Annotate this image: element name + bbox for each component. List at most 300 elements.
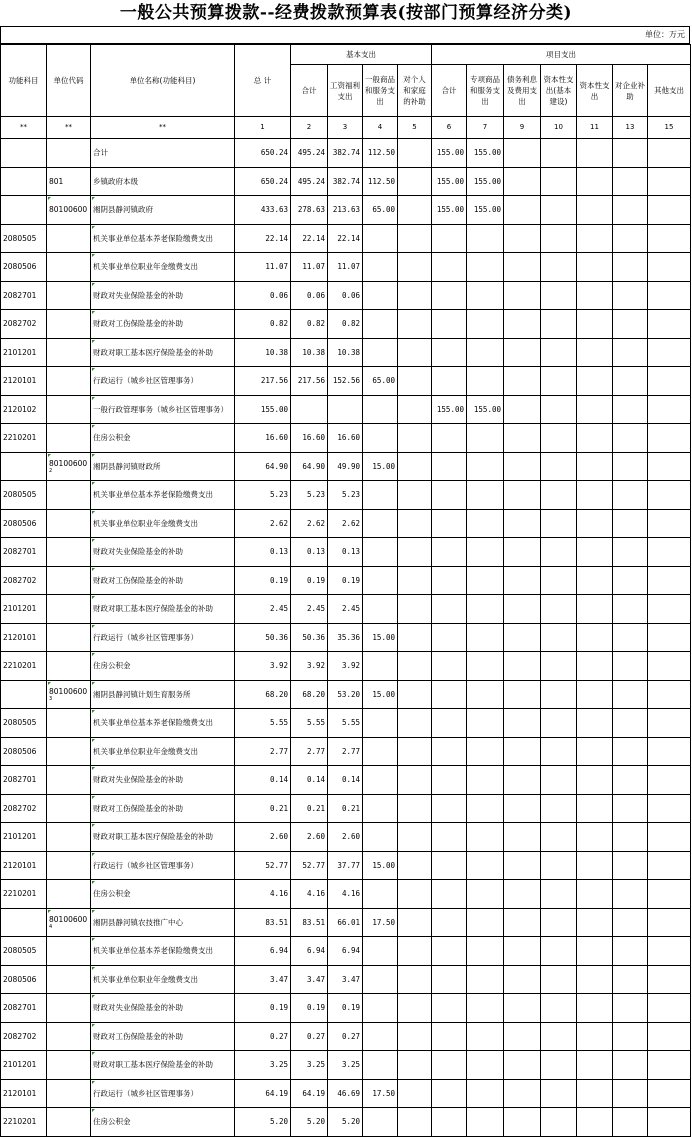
- amount-cell: 22.14: [291, 224, 328, 253]
- unit-name-cell: 机关事业单位基本养老保险缴费支出: [91, 937, 235, 966]
- amount-cell: 10.38: [291, 338, 328, 367]
- column-index-cell: 6: [432, 117, 467, 139]
- amount-cell: [398, 1022, 432, 1051]
- amount-cell: [648, 994, 691, 1023]
- amount-cell: 278.63: [291, 196, 328, 225]
- amount-cell: [541, 994, 577, 1023]
- amount-cell: [363, 395, 398, 424]
- amount-cell: [541, 167, 577, 196]
- amount-cell: [613, 937, 648, 966]
- amount-cell: 10.38: [235, 338, 291, 367]
- amount-cell: 3.47: [291, 965, 328, 994]
- amount-cell: [398, 367, 432, 396]
- amount-cell: 5.55: [291, 709, 328, 738]
- unit-code-cell: [47, 253, 91, 282]
- amount-cell: [541, 1051, 577, 1080]
- unit-name-cell: 住房公积金: [91, 652, 235, 681]
- amount-cell: [577, 538, 613, 567]
- amount-cell: [432, 253, 467, 282]
- amount-cell: 16.60: [235, 424, 291, 453]
- amount-cell: 16.60: [328, 424, 363, 453]
- amount-cell: [504, 1079, 541, 1108]
- unit-code-cell: [47, 623, 91, 652]
- amount-cell: 155.00: [432, 167, 467, 196]
- table-row: [1, 167, 691, 196]
- amount-cell: 4.16: [235, 880, 291, 909]
- amount-cell: 217.56: [291, 367, 328, 396]
- amount-cell: [613, 880, 648, 909]
- amount-cell: 64.90: [291, 452, 328, 481]
- amount-cell: [648, 680, 691, 709]
- unit-name-cell: 机关事业单位职业年金缴费支出: [91, 253, 235, 282]
- amount-cell: [648, 167, 691, 196]
- amount-cell: [467, 538, 504, 567]
- unit-code-cell: [47, 281, 91, 310]
- amount-cell: 22.14: [235, 224, 291, 253]
- amount-cell: [613, 908, 648, 937]
- amount-cell: 155.00: [467, 196, 504, 225]
- amount-cell: 2.60: [328, 823, 363, 852]
- header-unit-name: 单位名称(功能科目): [91, 45, 235, 117]
- amount-cell: [613, 737, 648, 766]
- amount-cell: 155.00: [467, 167, 504, 196]
- unit-code-cell: [47, 937, 91, 966]
- unit-name-cell: 财政对失业保险基金的补助: [91, 538, 235, 567]
- amount-cell: [432, 1079, 467, 1108]
- amount-cell: [577, 139, 613, 168]
- column-index-cell: 4: [363, 117, 398, 139]
- function-code-cell: 2101201: [1, 595, 47, 624]
- amount-cell: 65.00: [363, 196, 398, 225]
- amount-cell: 17.50: [363, 908, 398, 937]
- amount-cell: [504, 851, 541, 880]
- unit-code-cell: [47, 994, 91, 1023]
- table-row: [1, 994, 691, 1023]
- amount-cell: [577, 566, 613, 595]
- unit-name-cell: 一般行政管理事务（城乡社区管理事务）: [91, 395, 235, 424]
- page-title: 一般公共预算拨款--经费拨款预算表(按部门预算经济分类): [119, 3, 573, 23]
- amount-cell: [467, 1022, 504, 1051]
- amount-cell: [363, 253, 398, 282]
- amount-cell: [398, 395, 432, 424]
- amount-cell: [467, 1051, 504, 1080]
- amount-cell: [613, 766, 648, 795]
- amount-cell: [648, 509, 691, 538]
- unit-name-cell: 财政对职工基本医疗保险基金的补助: [91, 1051, 235, 1080]
- function-code-cell: 2101201: [1, 823, 47, 852]
- amount-cell: [648, 937, 691, 966]
- amount-cell: [363, 509, 398, 538]
- amount-cell: [648, 196, 691, 225]
- amount-cell: [467, 566, 504, 595]
- amount-cell: [504, 424, 541, 453]
- amount-cell: 155.00: [432, 196, 467, 225]
- amount-cell: [467, 595, 504, 624]
- amount-cell: [613, 253, 648, 282]
- amount-cell: [541, 338, 577, 367]
- amount-cell: [398, 538, 432, 567]
- amount-cell: [398, 1079, 432, 1108]
- unit-name-cell: 机关事业单位职业年金缴费支出: [91, 737, 235, 766]
- amount-cell: 0.19: [291, 994, 328, 1023]
- amount-cell: [467, 424, 504, 453]
- amount-cell: [467, 452, 504, 481]
- amount-cell: [398, 766, 432, 795]
- amount-cell: [577, 452, 613, 481]
- amount-cell: [398, 623, 432, 652]
- amount-cell: [541, 908, 577, 937]
- amount-cell: [504, 823, 541, 852]
- amount-cell: [613, 196, 648, 225]
- amount-cell: [648, 908, 691, 937]
- amount-cell: [648, 424, 691, 453]
- amount-cell: [577, 481, 613, 510]
- amount-cell: [432, 566, 467, 595]
- unit-code-cell: [47, 823, 91, 852]
- unit-name-cell: 住房公积金: [91, 880, 235, 909]
- unit-code-cell: [47, 1079, 91, 1108]
- amount-cell: [363, 595, 398, 624]
- amount-cell: [432, 538, 467, 567]
- function-code-cell: 2082702: [1, 566, 47, 595]
- amount-cell: [648, 538, 691, 567]
- amount-cell: [432, 994, 467, 1023]
- function-code-cell: [1, 452, 47, 481]
- amount-cell: 0.13: [291, 538, 328, 567]
- table-row: [1, 823, 691, 852]
- unit-name-cell: 财政对失业保险基金的补助: [91, 281, 235, 310]
- amount-cell: [541, 538, 577, 567]
- function-code-cell: [1, 167, 47, 196]
- amount-cell: 155.00: [467, 395, 504, 424]
- amount-cell: [467, 481, 504, 510]
- table-row: [1, 253, 691, 282]
- unit-code-text: 801: [49, 176, 64, 186]
- unit-code-cell: [47, 395, 91, 424]
- amount-cell: [648, 1079, 691, 1108]
- amount-cell: [432, 623, 467, 652]
- amount-cell: [613, 281, 648, 310]
- amount-cell: [541, 224, 577, 253]
- amount-cell: [577, 509, 613, 538]
- amount-cell: 2.60: [291, 823, 328, 852]
- amount-cell: 11.07: [291, 253, 328, 282]
- amount-cell: [467, 794, 504, 823]
- amount-cell: 50.36: [235, 623, 291, 652]
- amount-cell: [577, 880, 613, 909]
- amount-cell: 155.00: [235, 395, 291, 424]
- unit-name-cell: 行政运行（城乡社区管理事务）: [91, 623, 235, 652]
- amount-cell: 3.47: [328, 965, 363, 994]
- unit-code-cell: [47, 680, 91, 709]
- amount-cell: [648, 794, 691, 823]
- unit-code-cell: [47, 338, 91, 367]
- amount-cell: [613, 1022, 648, 1051]
- table-row: [1, 623, 691, 652]
- column-index-cell: 10: [541, 117, 577, 139]
- amount-cell: [363, 937, 398, 966]
- column-index-row: [1, 117, 691, 139]
- function-code-cell: [1, 196, 47, 225]
- amount-cell: 495.24: [291, 139, 328, 168]
- amount-cell: 5.20: [235, 1108, 291, 1137]
- table-row: [1, 196, 691, 225]
- amount-cell: [613, 452, 648, 481]
- amount-cell: [432, 652, 467, 681]
- amount-cell: [467, 310, 504, 339]
- amount-cell: 3.25: [291, 1051, 328, 1080]
- unit-name-cell: 财政对职工基本医疗保险基金的补助: [91, 338, 235, 367]
- amount-cell: [504, 310, 541, 339]
- amount-cell: [577, 851, 613, 880]
- unit-code-cell: [47, 139, 91, 168]
- amount-cell: 213.63: [328, 196, 363, 225]
- function-code-cell: 2080506: [1, 253, 47, 282]
- amount-cell: 0.21: [235, 794, 291, 823]
- amount-cell: [432, 1022, 467, 1051]
- amount-cell: [648, 623, 691, 652]
- amount-cell: [648, 253, 691, 282]
- amount-cell: [467, 1079, 504, 1108]
- amount-cell: [398, 566, 432, 595]
- amount-cell: [648, 395, 691, 424]
- amount-cell: 155.00: [467, 139, 504, 168]
- amount-cell: 2.45: [291, 595, 328, 624]
- amount-cell: 2.62: [235, 509, 291, 538]
- amount-cell: [577, 766, 613, 795]
- unit-code-cell: [47, 509, 91, 538]
- amount-cell: 0.82: [291, 310, 328, 339]
- amount-cell: [541, 452, 577, 481]
- function-code-cell: 2101201: [1, 338, 47, 367]
- amount-cell: [467, 281, 504, 310]
- unit-code-cell: [47, 224, 91, 253]
- amount-cell: [398, 253, 432, 282]
- unit-code-cell: [47, 851, 91, 880]
- header-basic-sum: 合计: [291, 65, 328, 117]
- table-row: [1, 481, 691, 510]
- amount-cell: [648, 310, 691, 339]
- unit-name-cell: 财政对失业保险基金的补助: [91, 994, 235, 1023]
- function-code-cell: 2082702: [1, 310, 47, 339]
- unit-code-cell: [47, 965, 91, 994]
- header-personal: 对个人和家庭的补助: [398, 65, 432, 117]
- amount-cell: [648, 766, 691, 795]
- amount-cell: [363, 880, 398, 909]
- amount-cell: 53.20: [328, 680, 363, 709]
- amount-cell: 65.00: [363, 367, 398, 396]
- amount-cell: [398, 310, 432, 339]
- amount-cell: [432, 310, 467, 339]
- amount-cell: [613, 794, 648, 823]
- unit-name-cell: 财政对工伤保险基金的补助: [91, 310, 235, 339]
- amount-cell: 5.55: [328, 709, 363, 738]
- amount-cell: [541, 509, 577, 538]
- amount-cell: [432, 737, 467, 766]
- amount-cell: [467, 367, 504, 396]
- amount-cell: [613, 1051, 648, 1080]
- amount-cell: 4.16: [291, 880, 328, 909]
- amount-cell: [363, 281, 398, 310]
- amount-cell: [541, 623, 577, 652]
- amount-cell: [577, 709, 613, 738]
- amount-cell: 3.25: [328, 1051, 363, 1080]
- amount-cell: [291, 395, 328, 424]
- unit-code-cell: [47, 566, 91, 595]
- amount-cell: [504, 994, 541, 1023]
- amount-cell: [363, 338, 398, 367]
- amount-cell: 16.60: [291, 424, 328, 453]
- amount-cell: 382.74: [328, 167, 363, 196]
- amount-cell: [504, 709, 541, 738]
- amount-cell: [467, 680, 504, 709]
- amount-cell: [577, 253, 613, 282]
- header-project: 项目支出: [432, 45, 691, 65]
- amount-cell: [328, 395, 363, 424]
- amount-cell: 5.23: [328, 481, 363, 510]
- amount-cell: 495.24: [291, 167, 328, 196]
- header-special: 专项商品和服务支出: [467, 65, 504, 117]
- table-row: [1, 566, 691, 595]
- column-index-cell: **: [47, 117, 91, 139]
- amount-cell: 112.50: [363, 167, 398, 196]
- unit-name-cell: 湘阴县静河镇农技推广中心: [91, 908, 235, 937]
- function-code-cell: 2080505: [1, 224, 47, 253]
- header-enterprise: 对企业补助: [613, 65, 648, 117]
- table-row: [1, 794, 691, 823]
- amount-cell: [363, 652, 398, 681]
- amount-cell: [398, 823, 432, 852]
- amount-cell: 50.36: [291, 623, 328, 652]
- amount-cell: [363, 224, 398, 253]
- amount-cell: [398, 794, 432, 823]
- unit-name-cell: 财政对职工基本医疗保险基金的补助: [91, 823, 235, 852]
- amount-cell: [613, 167, 648, 196]
- unit-code-cell: [47, 908, 91, 937]
- unit-code-text: 80100600: [49, 459, 88, 469]
- amount-cell: [504, 338, 541, 367]
- amount-cell: [467, 851, 504, 880]
- amount-cell: [541, 281, 577, 310]
- amount-cell: [541, 139, 577, 168]
- amount-cell: [577, 965, 613, 994]
- amount-cell: [504, 481, 541, 510]
- amount-cell: 15.00: [363, 680, 398, 709]
- amount-cell: [541, 794, 577, 823]
- table-row: [1, 766, 691, 795]
- unit-code-cell: [47, 481, 91, 510]
- header-goods: 一般商品和服务支出: [363, 65, 398, 117]
- amount-cell: 0.19: [235, 994, 291, 1023]
- table-row: [1, 139, 691, 168]
- amount-cell: [504, 281, 541, 310]
- amount-cell: [541, 1079, 577, 1108]
- column-index-cell: 13: [613, 117, 648, 139]
- unit-code-cell: [47, 538, 91, 567]
- unit-name-cell: 机关事业单位基本养老保险缴费支出: [91, 709, 235, 738]
- amount-cell: [613, 709, 648, 738]
- function-code-cell: 2080506: [1, 965, 47, 994]
- unit-code-cell: [47, 367, 91, 396]
- amount-cell: 3.25: [235, 1051, 291, 1080]
- column-index-cell: 9: [504, 117, 541, 139]
- budget-table: [0, 44, 691, 1137]
- amount-cell: [648, 566, 691, 595]
- amount-cell: [363, 310, 398, 339]
- amount-cell: [363, 538, 398, 567]
- amount-cell: [648, 452, 691, 481]
- amount-cell: [504, 253, 541, 282]
- amount-cell: [577, 737, 613, 766]
- function-code-cell: 2210201: [1, 880, 47, 909]
- unit-code-cell: [47, 1022, 91, 1051]
- function-code-cell: 2080506: [1, 737, 47, 766]
- table-row: [1, 709, 691, 738]
- function-code-cell: 2210201: [1, 1108, 47, 1137]
- amount-cell: 35.36: [328, 623, 363, 652]
- amount-cell: 0.21: [328, 794, 363, 823]
- amount-cell: 0.06: [235, 281, 291, 310]
- amount-cell: 0.14: [291, 766, 328, 795]
- amount-cell: [648, 139, 691, 168]
- unit-code-cell: [47, 1051, 91, 1080]
- amount-cell: 15.00: [363, 851, 398, 880]
- amount-cell: 0.06: [291, 281, 328, 310]
- function-code-cell: 2120101: [1, 1079, 47, 1108]
- amount-cell: [398, 680, 432, 709]
- amount-cell: 66.01: [328, 908, 363, 937]
- function-code-cell: [1, 680, 47, 709]
- amount-cell: 64.19: [291, 1079, 328, 1108]
- header-debt: 债务利息及费用支出: [504, 65, 541, 117]
- unit-code-cell: [47, 452, 91, 481]
- amount-cell: [504, 167, 541, 196]
- header-other: 其他支出: [648, 65, 691, 117]
- amount-cell: 64.90: [235, 452, 291, 481]
- table-row: [1, 367, 691, 396]
- amount-cell: [398, 281, 432, 310]
- amount-cell: [648, 224, 691, 253]
- amount-cell: 64.19: [235, 1079, 291, 1108]
- amount-cell: [363, 965, 398, 994]
- amount-cell: [504, 395, 541, 424]
- amount-cell: [398, 652, 432, 681]
- amount-cell: [504, 794, 541, 823]
- unit-code-cell: [47, 766, 91, 795]
- amount-cell: [648, 1022, 691, 1051]
- function-code-cell: 2080505: [1, 481, 47, 510]
- amount-cell: [504, 680, 541, 709]
- amount-cell: [398, 338, 432, 367]
- table-row: [1, 310, 691, 339]
- amount-cell: 650.24: [235, 139, 291, 168]
- amount-cell: 68.20: [291, 680, 328, 709]
- amount-cell: [504, 737, 541, 766]
- amount-cell: [398, 709, 432, 738]
- amount-cell: [577, 167, 613, 196]
- table-row: [1, 1051, 691, 1080]
- amount-cell: 37.77: [328, 851, 363, 880]
- amount-cell: [577, 395, 613, 424]
- amount-cell: [613, 538, 648, 567]
- function-code-cell: 2210201: [1, 424, 47, 453]
- function-code-cell: 2082701: [1, 281, 47, 310]
- amount-cell: [432, 823, 467, 852]
- amount-cell: [467, 709, 504, 738]
- header-func-code: 功能科目: [1, 45, 47, 117]
- unit-code-suffix: 3: [49, 696, 53, 703]
- unit-code-cell: [47, 709, 91, 738]
